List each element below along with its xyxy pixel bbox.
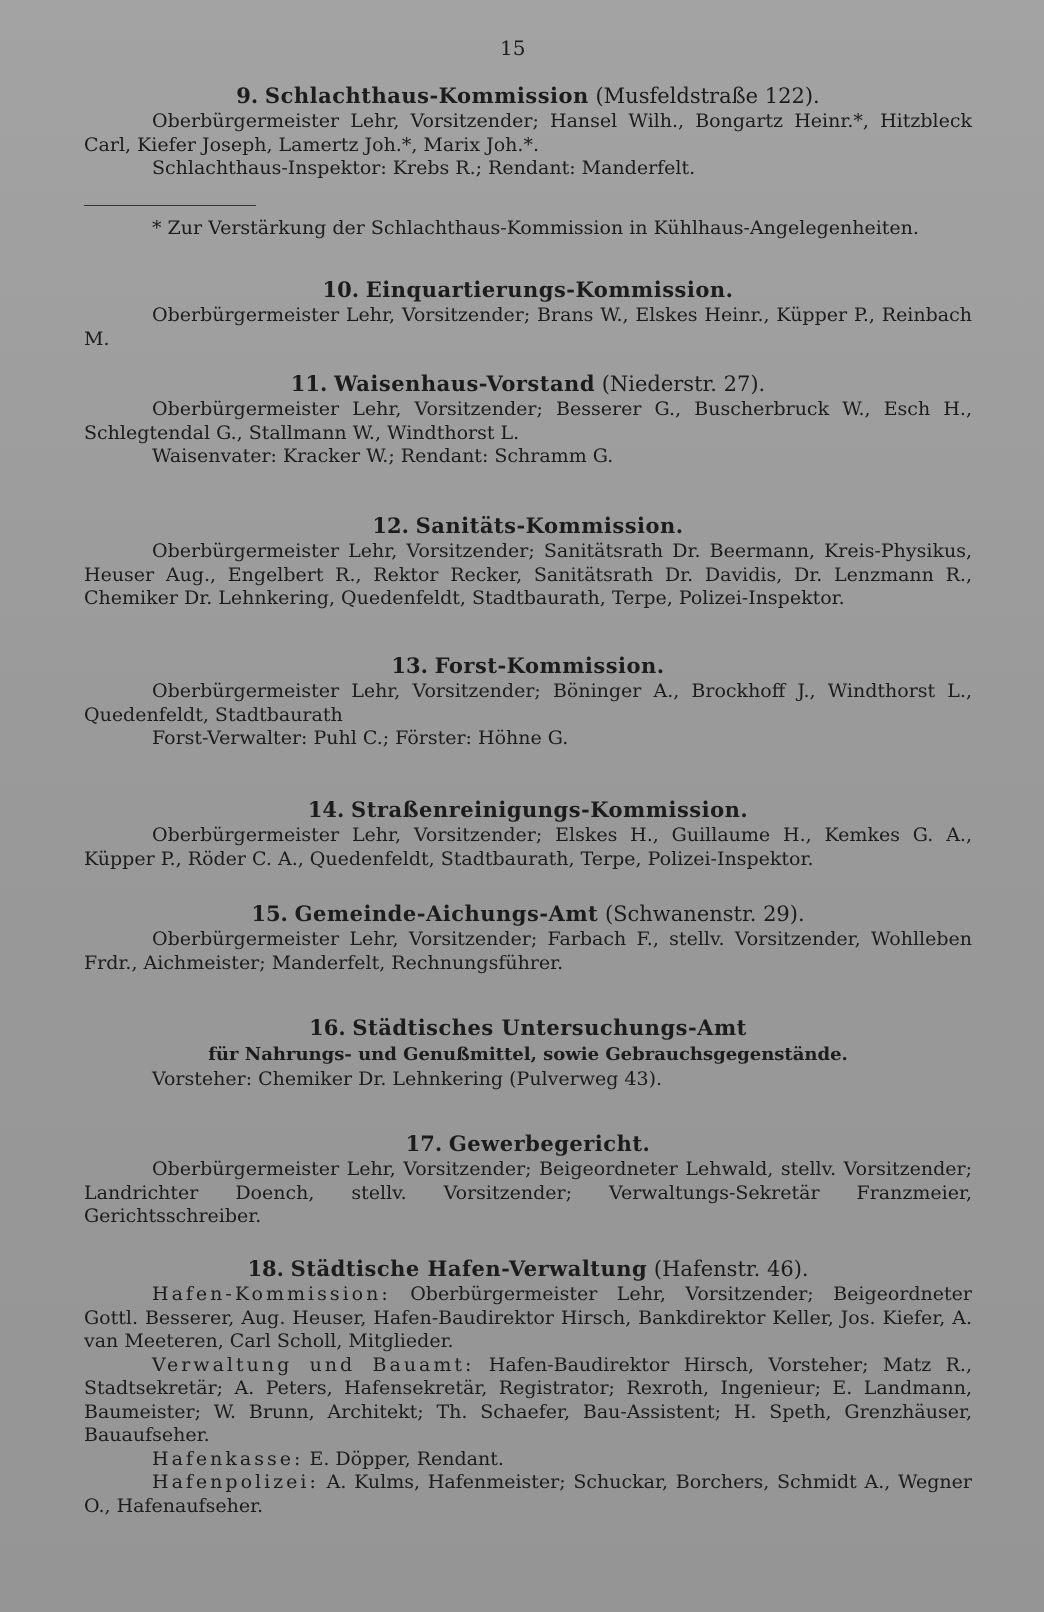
section-number: 16. — [309, 1015, 346, 1040]
section-title: Städtisches Untersuchungs-Amt — [352, 1015, 747, 1040]
section-title: Städtische Hafen-Verwaltung — [290, 1256, 648, 1281]
section-title: Schlachthaus-Kommission — [264, 83, 589, 108]
section-body — [84, 304, 972, 351]
section-address: (Musfeldstraße 122). — [595, 84, 820, 108]
section-14 — [84, 796, 972, 871]
paragraph: Oberbürgermeister Lehr, Vorsitzender; Elskes H., Guillaume H., Kemkes G. A., Küpper P., Röder C. A., Quedenfeldt, Stadtbaurath, Terpe, Polizei-Inspektor. — [84, 824, 972, 870]
section-number: 15. — [251, 901, 288, 926]
section-subtitle: für Nahrungs- und Genußmittel, sowie Gebrauchsgegenstände. — [208, 1044, 848, 1065]
section-heading — [84, 276, 972, 304]
section-number: 12. — [372, 513, 409, 538]
paragraph: Oberbürgermeister Lehr, Vorsitzender; Farbach F., stellv. Vorsitzender, Wohlleben Frdr., Aichmeister; Manderfelt, Rechnungsführer. — [84, 928, 972, 974]
section-11 — [84, 370, 972, 469]
section-address: (Niederstr. 27). — [601, 372, 766, 396]
section-heading — [84, 1014, 972, 1042]
page-number: 15 — [500, 36, 526, 60]
section-12 — [84, 512, 972, 611]
section-body — [84, 1068, 972, 1092]
section-13 — [84, 652, 972, 751]
paragraph: Schlachthaus-Inspektor: Krebs R.; Rendant: Manderfelt. — [152, 157, 696, 179]
paragraph: Oberbürgermeister Lehr, Vorsitzender; Besserer G., Buscherbruck W., Esch H., Schlegtendal G., Stallmann W., Windthorst L. — [84, 398, 972, 444]
entry-label: Verwaltung und Bauamt: — [152, 1353, 475, 1376]
section-heading — [84, 512, 972, 540]
paragraph: Waisenvater: Kracker W.; Rendant: Schramm G. — [152, 445, 614, 467]
section-title: Sanitäts-Kommission. — [415, 513, 684, 538]
section-number: 10. — [322, 277, 360, 302]
section-body — [84, 110, 972, 181]
section-body — [84, 680, 972, 751]
entry-label: Hafenkasse: — [152, 1447, 304, 1470]
section-number: 11. — [290, 371, 328, 396]
section-address: (Hafenstr. 46). — [653, 1257, 809, 1281]
paragraph — [84, 1448, 972, 1472]
section-title: Straßenreinigungs-Kommission. — [351, 797, 749, 822]
footnote — [84, 216, 972, 240]
section-heading — [84, 900, 972, 928]
paragraph — [84, 1283, 972, 1354]
section-body — [84, 398, 972, 469]
footnote-divider — [84, 205, 256, 206]
paragraph — [84, 1471, 972, 1518]
section-heading — [84, 82, 972, 110]
section-number: 17. — [405, 1131, 443, 1156]
section-number: 13. — [391, 653, 428, 678]
section-number: 9. — [236, 83, 259, 108]
entry-text: Oberbürgermeister Lehr, Vorsitzender; Beigeordneter Gottl. Besserer, Aug. Heuser, Hafen-Baudirektor Hirsch, Bankdirektor Keller, Jos. Kiefer, A. van Meeteren, Carl Scholl, Mitglieder. — [84, 1283, 973, 1352]
section-number: 14. — [307, 797, 345, 822]
section-16 — [84, 1014, 972, 1092]
section-heading — [84, 1255, 972, 1283]
section-body — [84, 1158, 972, 1229]
entry-text: A. Kulms, Hafenmeister; Schuckar, Borchers, Schmidt A., Wegner O., Hafenaufseher. — [84, 1471, 972, 1517]
section-address: (Schwanenstr. 29). — [604, 902, 805, 926]
paragraph: Oberbürgermeister Lehr, Vorsitzender; Beigeordneter Lehwald, stellv. Vorsitzender; Landrichter Doench, stellv. Vorsitzender; Verwaltungs-Sekretär Franzmeier, Gerichtsschreiber. — [84, 1158, 972, 1227]
section-17 — [84, 1130, 972, 1229]
section-heading — [84, 652, 972, 680]
paragraph — [84, 1354, 972, 1448]
section-15 — [84, 900, 972, 975]
section-title: Waisenhaus-Vorstand — [334, 371, 595, 396]
section-title: Einquartierungs-Kommission. — [365, 277, 734, 302]
section-heading — [84, 796, 972, 824]
paragraph: Forst-Verwalter: Puhl C.; Förster: Höhne G. — [152, 727, 569, 749]
section-heading — [84, 1130, 972, 1158]
entry-text: E. Döpper, Rendant. — [309, 1447, 504, 1470]
paragraph: Oberbürgermeister Lehr, Vorsitzender; Sanitätsrath Dr. Beermann, Kreis-Physikus, Heuser Aug., Engelbert R., Rektor Recker, Sanitätsrath Dr. Davidis, Dr. Lenzmann R., Chemiker Dr. Lehnkering, Quedenfeldt, Stadtbaurath, Terpe, Polizei-Inspektor. — [84, 540, 972, 609]
entry-label: Hafen-Kommission: — [152, 1283, 391, 1305]
footnote-text: * Zur Verstärkung der Schlachthaus-Kommission in Kühlhaus-Angelegenheiten. — [152, 217, 919, 239]
section-body — [84, 1283, 972, 1518]
section-10 — [84, 276, 972, 351]
section-title: Forst-Kommission. — [434, 653, 665, 678]
section-title: Gewerbegericht. — [448, 1131, 651, 1156]
section-body — [84, 928, 972, 975]
section-body — [84, 540, 972, 611]
section-heading — [84, 370, 972, 398]
section-18 — [84, 1255, 972, 1518]
entry-label: Hafenpolizei: — [152, 1471, 319, 1493]
paragraph: Oberbürgermeister Lehr, Vorsitzender; Böninger A., Brockhoff J., Windthorst L., Quedenfeldt, Stadtbaurath — [84, 680, 972, 726]
paragraph: Oberbürgermeister Lehr, Vorsitzender; Brans W., Elskes Heinr., Küpper P., Reinbach M. — [84, 304, 972, 350]
paragraph: Vorsteher: Chemiker Dr. Lehnkering (Pulverweg 43). — [152, 1068, 663, 1090]
section-title: Gemeinde-Aichungs-Amt — [294, 901, 599, 926]
section-body — [84, 824, 972, 871]
paragraph: Oberbürgermeister Lehr, Vorsitzender; Hansel Wilh., Bongartz Heinr.*, Hitzbleck Carl, Kiefer Joseph, Lamertz Joh.*, Marix Joh.*. — [84, 110, 972, 156]
section-9 — [84, 82, 972, 181]
entry-text: Hafen-Baudirektor Hirsch, Vorsteher; Matz R., Stadtsekretär; A. Peters, Hafensekretär, Registrator; Rexroth, Ingenieur; E. Landmann, Baumeister; W. Brunn, Architekt; Th. Schaefer, Bau-Assistent; H. Speth, Grenzhäuser, Bauaufseher. — [84, 1353, 972, 1446]
section-number: 18. — [247, 1256, 284, 1281]
